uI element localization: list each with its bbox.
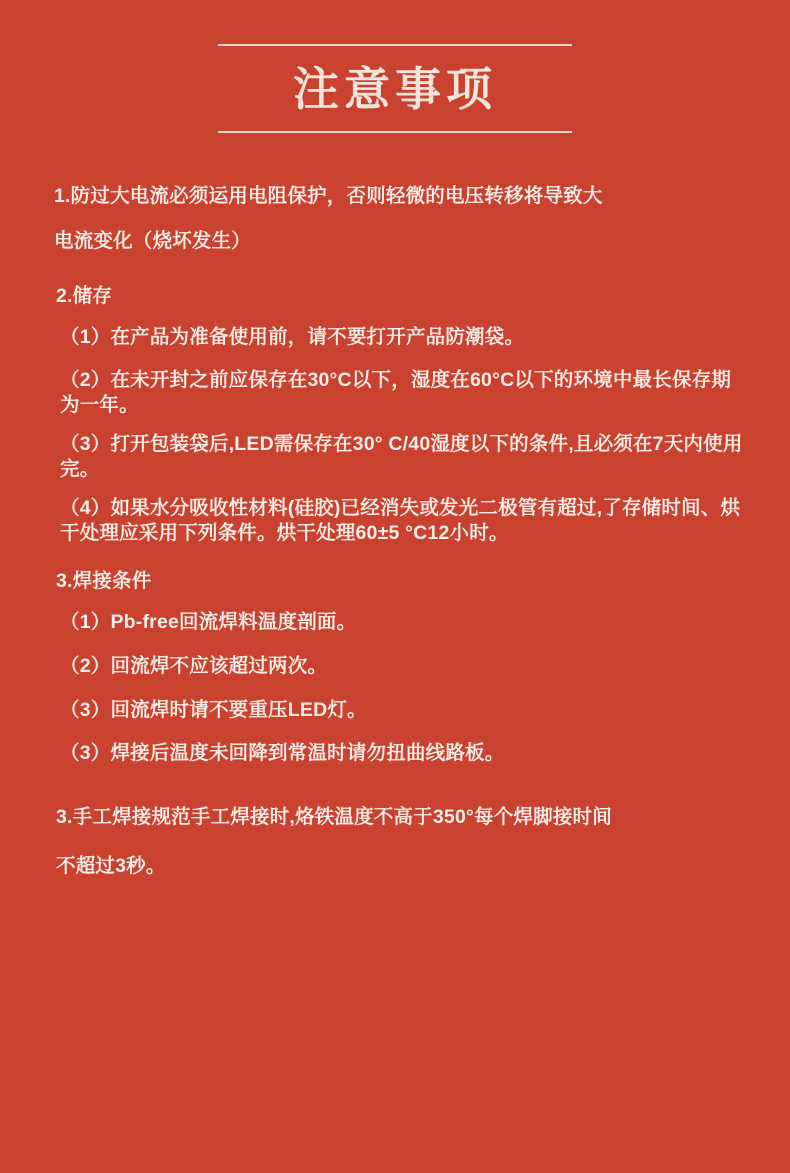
title-rule-bottom (218, 131, 572, 133)
lead-line-2: 电流变化（烧坏发生） (54, 229, 252, 252)
soldering-item-1: （1）Pb-free回流焊料温度剖面。 (60, 611, 357, 634)
title-rule-top (218, 44, 572, 46)
lead-line-1: 1.防过大电流必须运用电阻保护，否则轻微的电压转移将导致大 (54, 184, 603, 207)
title-block (46, 0, 744, 133)
page-title: 注意事项 (293, 63, 497, 115)
notice-content (46, 177, 744, 887)
soldering-item-4: （3）焊接后温度未回降到常温时请勿扭曲线路板。 (60, 742, 505, 765)
manual-line-2: 不超过3秒。 (56, 855, 166, 878)
storage-item-3: （3）打开包装袋后,LED需保存在30° C/40湿度以下的条件,且必须在7天内使用完。 (60, 432, 743, 480)
manual-line-1: 3.手工焊接规范手工焊接时,烙铁温度不高于350°每个焊脚接时间 (56, 806, 612, 829)
storage-item-4: （4）如果水分吸收性材料(硅胶)已经消失或发光二极管有超过,了存储时间、烘干处理应采用下列条件。烘干处理60±5 °C12小时。 (60, 496, 741, 544)
soldering-item-3: （3）回流焊时请不要重压LED灯。 (60, 698, 367, 721)
storage-heading: 2.储存 (56, 284, 113, 307)
soldering-item-2: （2）回流焊不应该超过两次。 (60, 655, 328, 678)
storage-item-2: （2）在未开封之前应保存在30°C以下，湿度在60°C以下的环境中最长保存期为一年。 (60, 368, 732, 416)
soldering-heading: 3.焊接条件 (56, 569, 152, 592)
storage-item-1: （1）在产品为准备使用前，请不要打开产品防潮袋。 (60, 326, 525, 349)
